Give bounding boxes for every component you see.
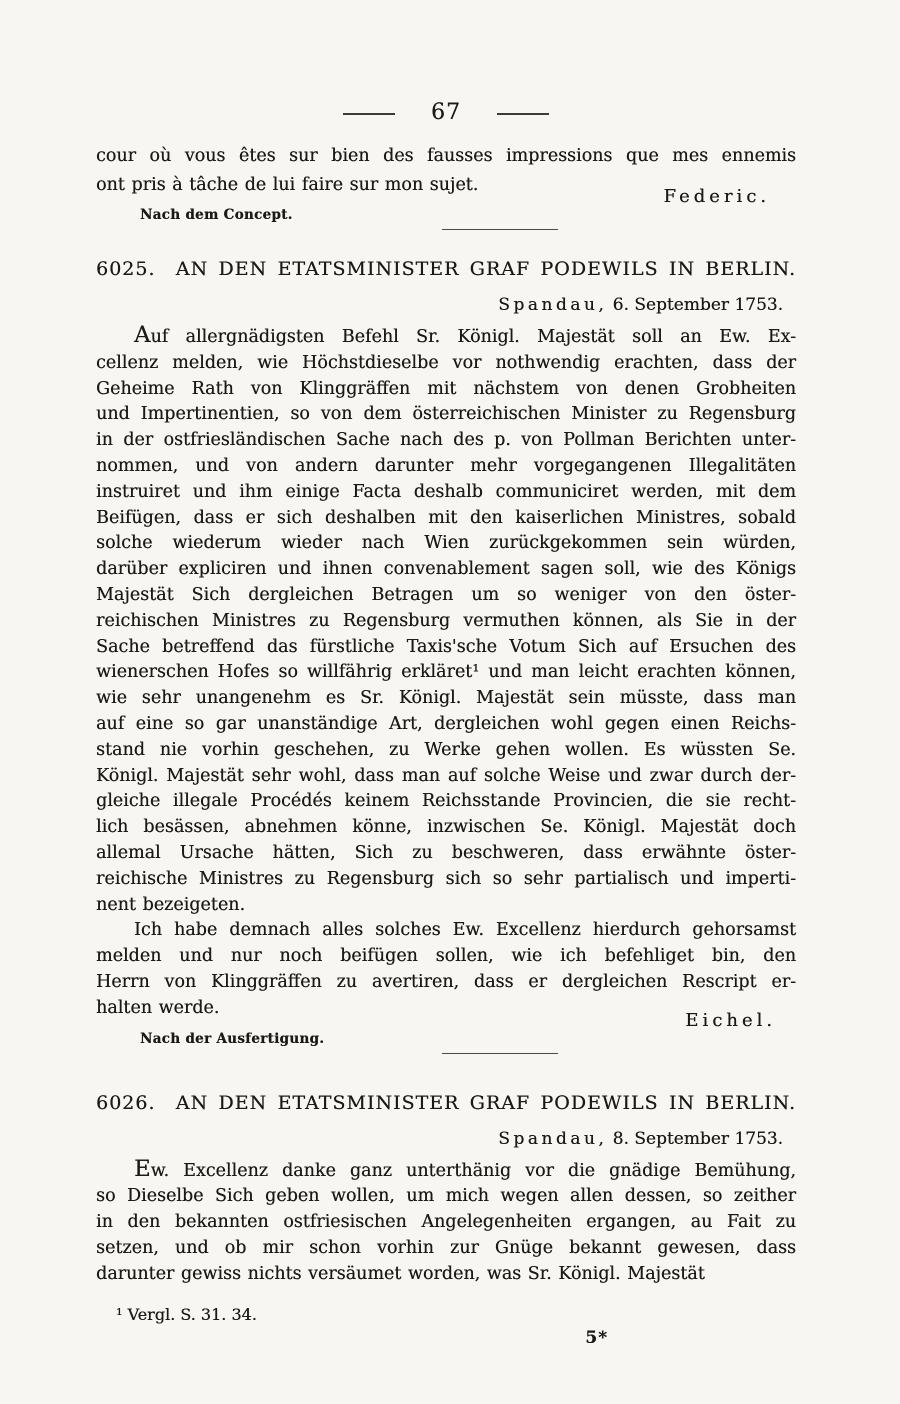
text-line: gleiche illegale Procédés keinem Reichsstande Provincien, die sie recht- xyxy=(96,791,796,812)
text-line: solche wiederum wieder nach Wien zurückgekommen sein würden, xyxy=(96,533,796,554)
text-line: Königl. Majestät sehr wohl, dass man auf solche Weise und zwar durch der- xyxy=(96,765,796,786)
signature-eichel: Eichel. xyxy=(685,1009,776,1031)
letter-fragment xyxy=(96,142,796,230)
text-line: halten werde. xyxy=(96,997,220,1018)
text-line: setzen, und ob mir schon vorhin zur Gnüge bekannt gewesen, dass xyxy=(96,1237,796,1258)
header-rule-right xyxy=(497,113,549,115)
letter-paragraph xyxy=(96,1155,796,1288)
text-line: melden und nur noch beifügen sollen, wie ich befehliget bin, den xyxy=(96,946,796,967)
text-line: Sache betreffend das fürstliche Taxis'sche Votum Sich auf Ersuchen des xyxy=(96,636,796,657)
dateline-place: Spandau, xyxy=(498,1128,608,1149)
text-line: in den bekannten ostfriesischen Angelegenheiten ergangen, au Fait zu xyxy=(96,1212,796,1233)
dateline xyxy=(96,295,796,316)
text-line: allemal Ursache hätten, Sich zu beschweren, dass erwähnte öster- xyxy=(96,842,796,863)
text-line: ont pris à tâche de lui faire sur mon sujet. xyxy=(96,175,479,195)
text-line: so Dieselbe Sich geben wollen, um mich wegen allen dessen, so zeither xyxy=(96,1186,796,1207)
text-line: wie sehr unangenehm es Sr. Königl. Majestät sein müsste, dass man xyxy=(96,688,796,709)
text-line: cour où vous êtes sur bien des fausses impressions que mes ennemis xyxy=(96,146,796,166)
text-line: reichischen Ministres zu Regensburg vermuthen können, als Sie in der xyxy=(96,610,796,631)
letter-paragraph xyxy=(96,324,796,918)
entry-6025 xyxy=(96,257,796,1054)
dateline xyxy=(96,1129,796,1150)
text-line: stand nie vorhin geschehen, zu Werke gehen wollen. Es wüssten Se. xyxy=(96,739,796,760)
sheet-signature: 5* xyxy=(585,1327,608,1348)
text-line: nent bezeigeten. xyxy=(96,894,246,915)
text-line: Auf allergnädigsten Befehl Sr. Königl. Majestät soll an Ew. Ex- xyxy=(134,322,796,348)
source-note-ausfertigung: Nach der Ausfertigung. xyxy=(140,1030,325,1047)
page-number: 67 xyxy=(431,99,461,125)
text-line: darüber expliciren und ihnen convenablement sagen soll, wie des Königs xyxy=(96,559,796,580)
text-line: lich besässen, abnehmen könne, inzwischen Se. Königl. Majestät doch xyxy=(96,817,796,838)
entry-number: 6026. xyxy=(96,1091,156,1114)
text-line: cellenz melden, wie Höchstdieselbe vor nothwendig erachten, dass der xyxy=(96,352,796,373)
text-line: Ew. Excellenz danke ganz unterthänig vor die gnädige Bemühung, xyxy=(134,1155,796,1182)
text-line: reichische Ministres zu Regensburg sich so sehr partialisch und imperti- xyxy=(96,868,796,889)
source-note-concept: Nach dem Concept. xyxy=(140,207,293,223)
text-line: nommen, und von andern darunter mehr vorgegangenen Illegalitäten xyxy=(96,455,796,476)
header-rule-left xyxy=(343,113,395,115)
text-line: und Impertinentien, so von dem österreichischen Minister zu Regensburg xyxy=(96,404,796,425)
signature-federic: Federic. xyxy=(663,186,770,207)
text-line: Herrn von Klinggräffen zu avertiren, dass er dergleichen Rescript er- xyxy=(96,971,796,992)
entry-6026 xyxy=(96,1091,796,1288)
text-line: instruiret und ihm einige Facta deshalb communiciret werden, mit dem xyxy=(96,481,796,502)
dateline-date: 6. September 1753. xyxy=(612,295,783,315)
section-divider xyxy=(442,229,558,230)
text-line: darunter gewiss nichts versäumet worden, was Sr. Königl. Majestät xyxy=(96,1263,705,1284)
entry-number: 6025. xyxy=(96,258,156,280)
page-header xyxy=(96,98,796,126)
entry-title: AN DEN ETATSMINISTER GRAF PODEWILS IN BERLIN. xyxy=(175,1091,797,1114)
dateline-date: 8. September 1753. xyxy=(612,1128,783,1149)
entry-heading xyxy=(96,1091,796,1115)
text-line: in der ostfriesländischen Sache nach des p. von Pollman Berichten unter- xyxy=(96,430,796,451)
footnote: ¹ Vergl. S. 31. 34. xyxy=(116,1304,257,1324)
text-line: auf eine so gar unanständige Art, dergleichen wohl gegen einen Reichs- xyxy=(96,713,796,734)
text-line: Ich habe demnach alles solches Ew. Excellenz hierdurch gehorsamst xyxy=(134,920,796,941)
letter-paragraph xyxy=(96,918,796,1021)
section-divider xyxy=(442,1053,558,1054)
text-line: wienerschen Hofes so willfährig erkläret¹ und man leicht erachten können, xyxy=(96,662,796,683)
entry-heading xyxy=(96,257,796,281)
text-line: Majestät Sich dergleichen Betragen um so weniger von den öster- xyxy=(96,584,796,605)
dateline-place: Spandau, xyxy=(498,295,608,315)
entry-title: AN DEN ETATSMINISTER GRAF PODEWILS IN BERLIN. xyxy=(175,258,797,280)
text-line: Beifügen, dass er sich deshalben mit den kaiserlichen Ministres, sobald xyxy=(96,507,796,528)
text-line: Geheime Rath von Klinggräffen mit nächstem von denen Grobheiten xyxy=(96,378,796,399)
